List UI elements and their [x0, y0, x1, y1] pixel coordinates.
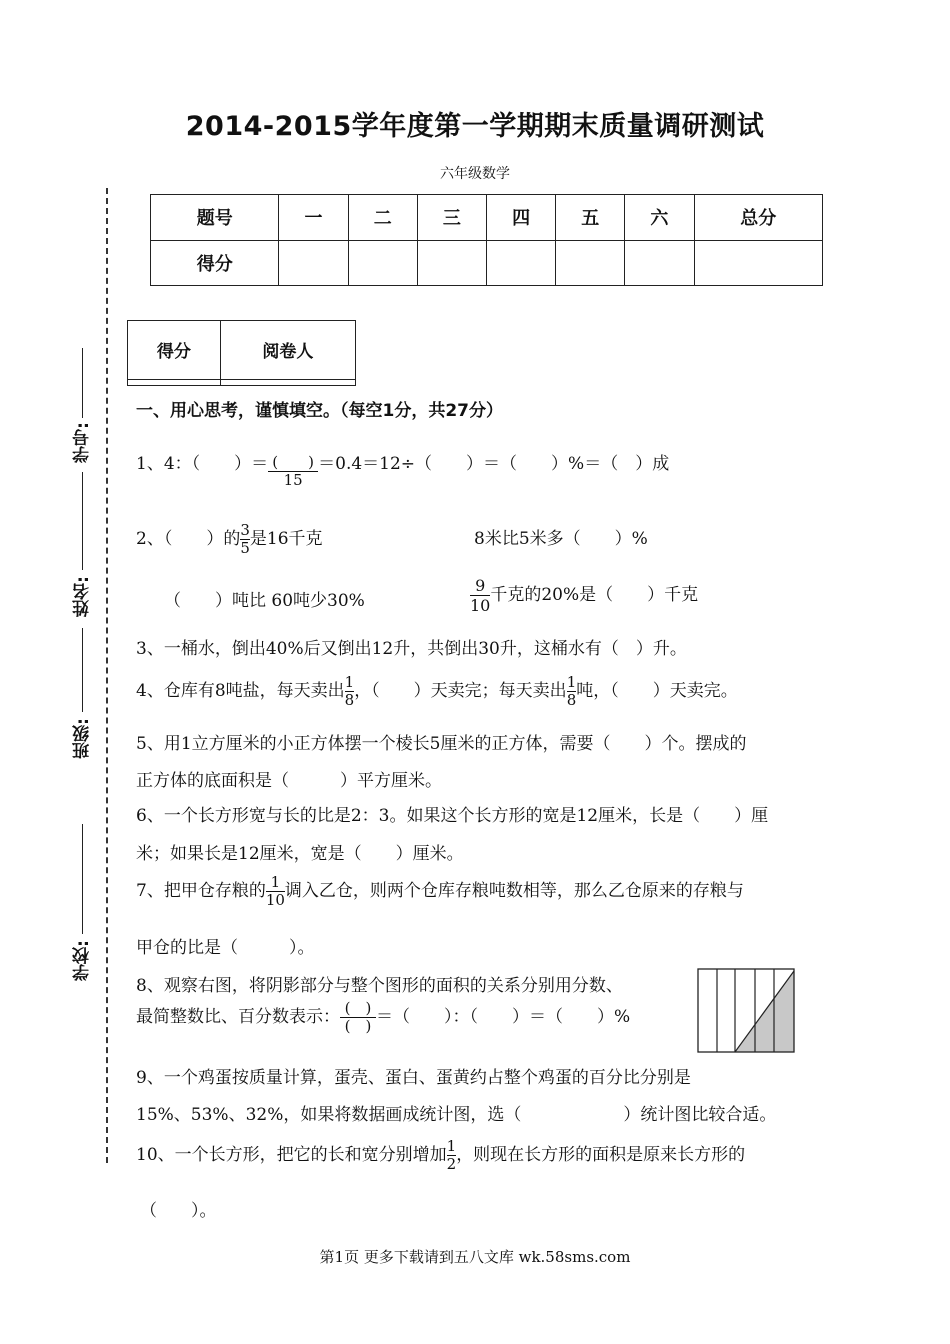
question-9-line1: 9、一个鸡蛋按质量计算，蛋壳、蛋白、蛋黄约占整个鸡蛋的百分比分别是 — [136, 1068, 691, 1088]
page-footer: 第1页 更多下载请到五八文库 wk.58sms.com — [319, 1248, 631, 1266]
score-row-label: 得分 — [151, 240, 279, 286]
fraction: $\frac{1}{8}$ — [566, 673, 577, 709]
fraction: $\frac{9}{10}$ — [470, 576, 491, 615]
score-table-header: 四 — [486, 195, 555, 241]
section-heading: 一、用心思考，谨慎填空。（每空1分，共27分） — [136, 401, 503, 421]
score-cell[interactable] — [556, 240, 625, 286]
grader-score-cell[interactable] — [128, 379, 221, 385]
question-7-line2: 甲仓的比是（ ）。 — [136, 938, 315, 958]
school-line — [82, 824, 83, 934]
name-label: 姓名: — [73, 576, 93, 617]
grader-table — [127, 320, 356, 386]
question-10-line2: （ ）。 — [140, 1201, 217, 1221]
score-cell[interactable] — [279, 240, 348, 286]
fraction: $\frac{1}{10}$ — [265, 873, 285, 909]
score-cell[interactable] — [486, 240, 555, 286]
question-7-line1: 7、把甲仓存粮的 $\frac{1}{10}$ 调入乙仓，则两个仓库存粮吨数相等，那么乙仓原来的存粮与 — [136, 873, 744, 909]
grader-header: 阅卷人 — [220, 321, 355, 380]
score-cell[interactable] — [694, 240, 823, 286]
question-8-line1: 8、观察右图，将阴影部分与整个图形的面积的关系分别用分数、 — [136, 976, 623, 996]
shaded-figure — [697, 968, 797, 1054]
score-cell[interactable] — [348, 240, 417, 286]
question-2b-right: $\frac{9}{10}$ 千克的20%是（ ）千克 — [470, 576, 699, 615]
grader-header: 得分 — [128, 321, 221, 380]
score-table-header: 六 — [625, 195, 694, 241]
fraction: $\frac{1}{8}$ — [344, 673, 355, 709]
score-table-header: 二 — [348, 195, 417, 241]
question-9-line2: 15%、53%、32%，如果将数据画成统计图，选（ ）统计图比较合适。 — [136, 1105, 777, 1125]
score-table — [150, 194, 823, 286]
question-2a-right: 8米比5米多（ ）% — [474, 529, 648, 549]
fraction: $\frac{1}{2}$ — [446, 1137, 457, 1173]
score-table-header: 五 — [556, 195, 625, 241]
class-label: 班级: — [73, 718, 93, 759]
score-cell[interactable] — [625, 240, 694, 286]
fraction: $\frac{( )}{( )}$ — [340, 1000, 376, 1035]
student-id-label: 学号: — [73, 422, 93, 463]
school-label: 学校: — [73, 940, 93, 981]
question-3: 3、一桶水，倒出40%后又倒出12升，共倒出30升，这桶水有（ ）升。 — [136, 639, 687, 659]
score-table-header: 总分 — [694, 195, 823, 241]
page-subtitle: 六年级数学 — [440, 166, 510, 182]
score-cell[interactable] — [417, 240, 486, 286]
question-2a: 2、（ ）的 $\frac{3}{5}$ 是16千克 — [136, 521, 323, 557]
question-8-line2: 最简整数比、百分数表示： $\frac{( )}{( )}$ ＝（ ）：（ ）＝（ ）% — [136, 999, 631, 1035]
question-5-line2: 正方体的底面积是（ ）平方厘米。 — [136, 771, 442, 791]
question-10-line1: 10、一个长方形，把它的长和宽分别增加 $\frac{1}{2}$ ，则现在长方形的面积是原来长方形的 — [136, 1137, 746, 1173]
score-table-header-row — [151, 195, 823, 241]
name-line — [82, 472, 83, 570]
question-6-line2: 米；如果长是12厘米，宽是（ ）厘米。 — [136, 844, 464, 864]
fraction: $\frac{3}{5}$ — [240, 521, 250, 557]
question-5-line1: 5、用1立方厘米的小正方体摆一个棱长5厘米的正方体，需要（ ）个。摆成的 — [136, 734, 747, 754]
score-table-header: 三 — [417, 195, 486, 241]
question-1: 1、4：（ ）＝ $\frac{( )}{15}$ ＝0.4＝12÷（ ）＝（ ）%＝（ ）成 — [136, 453, 670, 489]
binding-dashed-line — [106, 188, 108, 1163]
question-6-line1: 6、一个长方形宽与长的比是2：3。如果这个长方形的宽是12厘米，长是（ ）厘 — [136, 806, 769, 826]
page-title: 2014-2015学年度第一学期期末质量调研测试 — [185, 111, 765, 142]
student-id-line — [82, 348, 83, 418]
question-4: 4、仓库有8吨盐，每天卖出 $\frac{1}{8}$ ，（ ）天卖完；每天卖出 $\frac{1}{8}$ 吨，（ ）天卖完。 — [136, 673, 738, 709]
question-2b-left: （ ）吨比 60吨少30% — [164, 591, 365, 611]
score-table-header: 一 — [279, 195, 348, 241]
grader-name-cell[interactable] — [220, 379, 355, 385]
score-table-header: 题号 — [151, 195, 279, 241]
class-line — [82, 628, 83, 712]
score-table-row — [151, 240, 823, 286]
fraction: $\frac{( )}{15}$ — [268, 454, 318, 489]
